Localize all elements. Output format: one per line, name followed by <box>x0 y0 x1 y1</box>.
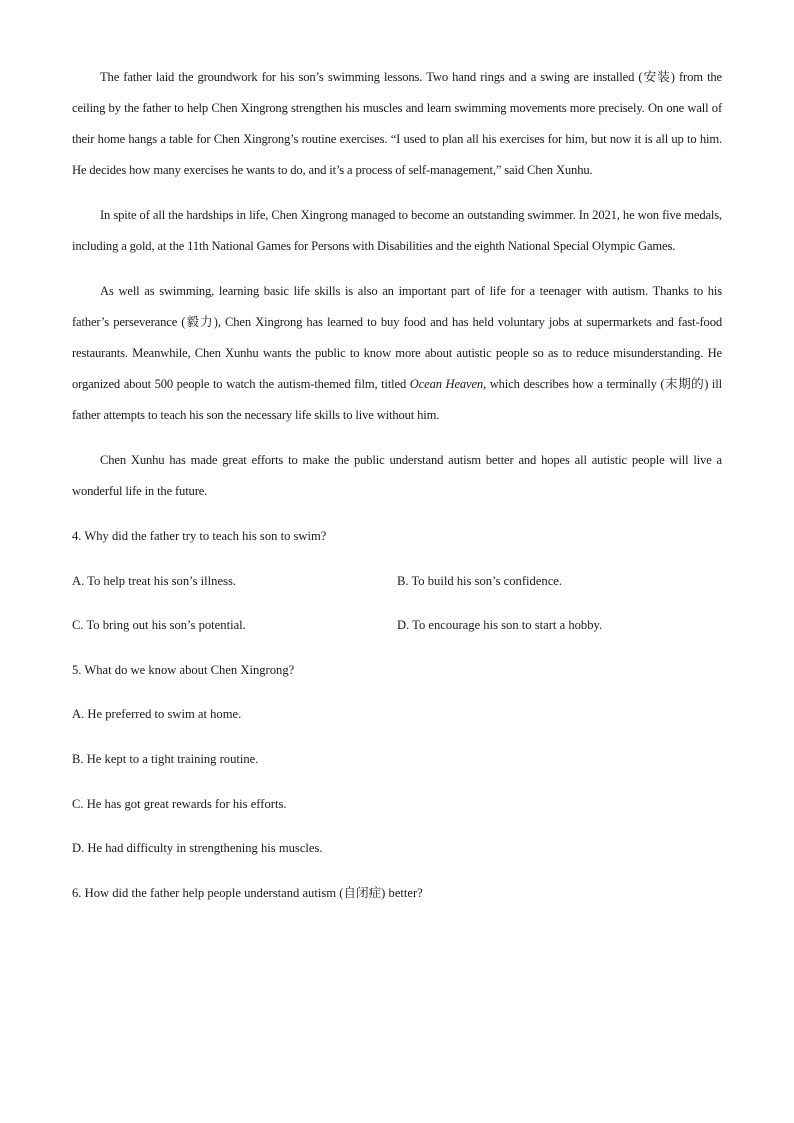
question-4-stem: 4. Why did the father try to teach his son to swim? <box>72 529 327 543</box>
film-title: Ocean Heaven <box>409 377 484 391</box>
question-6-stem: 6. How did the father help people understand autism (自闭症) better? <box>72 885 423 900</box>
exam-page <box>72 62 722 922</box>
question-5-option-a[interactable]: A. He preferred to swim at home. <box>72 707 242 722</box>
question-4-option-d[interactable]: D. To encourage his son to start a hobby. <box>397 618 603 633</box>
question-5-option-d[interactable]: D. He had difficulty in strengthening his muscles. <box>72 841 323 856</box>
question-4-option-b[interactable]: B. To build his son’s confidence. <box>397 573 563 588</box>
question-5-option-c[interactable]: C. He has got great rewards for his efforts. <box>72 796 287 811</box>
question-4-option-a[interactable]: A. To help treat his son’s illness. <box>72 573 236 588</box>
paragraph-3-text-end: , which describes how a terminally (末期的) ill father attempts to teach his son the necessary life skills to live without him. <box>72 377 722 422</box>
question-4-options-row-2 <box>72 610 722 641</box>
paragraph-3-text-start: As well as swimming, learning basic life skills is also an important part of life for a teenager with autism. Thanks to his father’s perseverance (毅力), Chen Xingrong has learned to buy food and has held voluntary jobs at supermarkets and fast-food restaurants. Meanwhile, Chen Xunhu wants the public to know more about autistic people so as to reduce misunderstanding. He organized about 500 people to watch the autism-themed film, titled <box>72 284 722 391</box>
question-5-option-b[interactable]: B. He kept to a tight training routine. <box>72 751 259 766</box>
passage-paragraph-3 <box>72 276 722 431</box>
question-4-options-row-1 <box>72 566 722 597</box>
passage-paragraph-2: In spite of all the hardships in life, Chen Xingrong managed to become an outstanding swimmer. In 2021, he won five medals, including a gold, at the 11th National Games for Persons with Disabilities and the eighth National Special Olympic Games. <box>72 208 722 253</box>
passage-paragraph-1: The father laid the groundwork for his son’s swimming lessons. Two hand rings and a swing are installed (安装) from the ceiling by the father to help Chen Xingrong strengthen his muscles and learn swimming movements more precisely. On one wall of their home hangs a table for Chen Xingrong’s routine exercises. “I used to plan all his exercises for him, but now it is all up to him. He decides how many exercises he wants to do, and it’s a process of self-management,” said Chen Xunhu. <box>72 70 722 177</box>
question-4-option-c[interactable]: C. To bring out his son’s potential. <box>72 618 246 633</box>
question-5-stem: 5. What do we know about Chen Xingrong? <box>72 662 295 677</box>
passage-paragraph-4: Chen Xunhu has made great efforts to make the public understand autism better and hopes all autistic people will live a wonderful life in the future. <box>72 453 722 498</box>
